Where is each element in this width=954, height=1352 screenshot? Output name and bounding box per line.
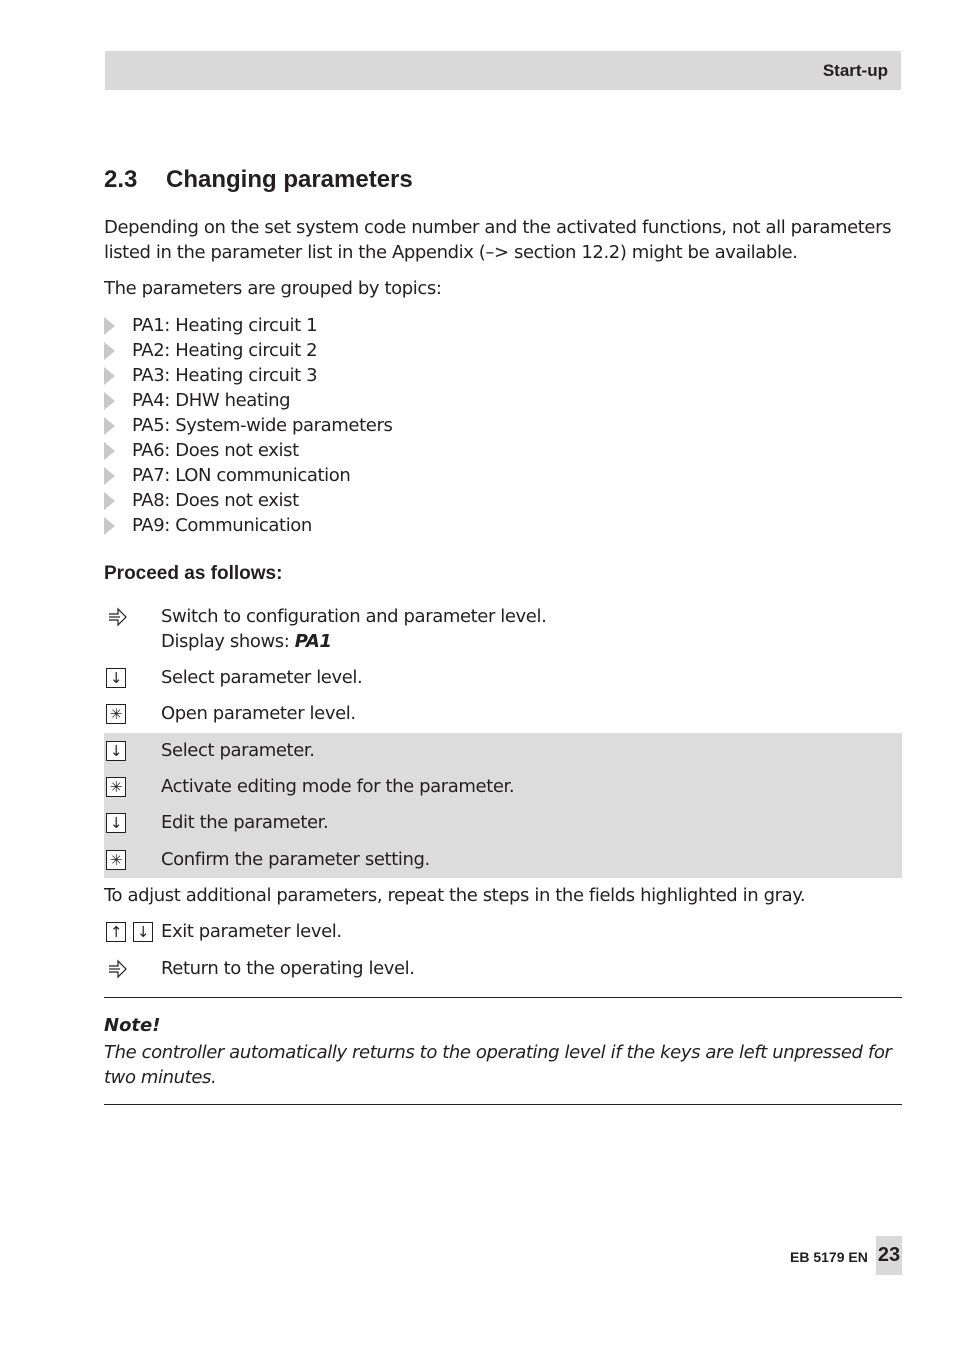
section-title: Changing parameters [166,166,413,193]
bullet-triangle-icon [104,342,115,360]
bullet-triangle-icon [104,317,115,335]
note-title: Note! [104,1015,161,1036]
note-top-divider [104,997,902,998]
list-item: PA5: System-wide parameters [104,413,392,438]
list-item: PA1: Heating circuit 1 [104,313,392,338]
list-item: PA2: Heating circuit 2 [104,338,392,363]
note-body: The controller automatically returns to the operating level if the keys are left unpressed for two minutes. [104,1042,892,1088]
display-value: PA1 [294,631,332,652]
enter-key-icon: ✳ [106,777,126,797]
down-key-icon: ↓ [106,668,126,688]
list-item: PA4: DHW heating [104,388,392,413]
header-bar [105,51,901,90]
list-item: PA8: Does not exist [104,488,392,513]
step-label: Activate editing mode for the parameter. [161,776,515,797]
bullet-triangle-icon [104,467,115,485]
display-shows-line: Display shows: PA1 [161,631,332,652]
arrow-right-icon [106,607,128,627]
grouped-text: The parameters are grouped by topics: [104,278,442,299]
down-key-icon: ↓ [133,922,153,942]
note-bottom-divider [104,1104,902,1105]
step-label: Open parameter level. [161,703,356,724]
intro-paragraph: Depending on the set system code number and the activated functions, not all parameters listed in the parameter list in the Appendix (–> section 12.2) might be available. [104,217,892,263]
bullet-triangle-icon [104,367,115,385]
step-label: Confirm the parameter setting. [161,849,430,870]
down-key-icon: ↓ [106,741,126,761]
topic-list [104,313,392,538]
header-title: Start-up [822,61,888,80]
bullet-triangle-icon [104,417,115,435]
document-code: EB 5179 EN [790,1249,868,1265]
proceed-heading: Proceed as follows: [104,563,283,584]
up-key-icon: ↑ [106,922,126,942]
enter-key-icon: ✳ [106,850,126,870]
enter-key-icon: ✳ [106,704,126,724]
bullet-triangle-icon [104,392,115,410]
bullet-triangle-icon [104,492,115,510]
step-label: Switch to configuration and parameter level. [161,606,547,627]
page-number: 23 [877,1244,901,1266]
section-number: 2.3 [104,166,138,193]
list-item: PA7: LON communication [104,463,392,488]
down-key-icon: ↓ [106,813,126,833]
page-number-box [876,1236,902,1275]
adjust-text: To adjust additional parameters, repeat the steps in the fields highlighted in gray. [104,885,806,906]
step-label: Select parameter level. [161,667,363,688]
list-item: PA6: Does not exist [104,438,392,463]
list-item: PA9: Communication [104,513,392,538]
list-item: PA3: Heating circuit 3 [104,363,392,388]
arrow-right-icon [106,959,128,979]
step-label: Exit parameter level. [161,921,342,942]
step-label: Select parameter. [161,740,315,761]
bullet-triangle-icon [104,442,115,460]
section-heading [104,166,413,194]
bullet-triangle-icon [104,517,115,535]
step-label: Edit the parameter. [161,812,329,833]
step-label: Return to the operating level. [161,958,415,979]
